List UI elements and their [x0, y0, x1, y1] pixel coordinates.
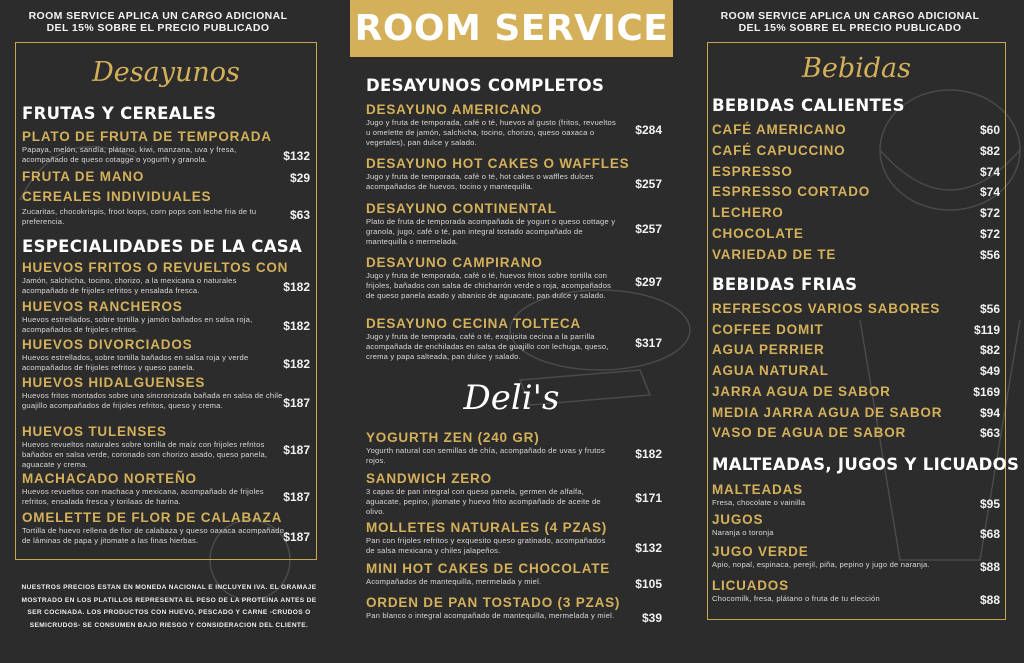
drink-name: JARRA AGUA DE SABOR	[712, 383, 891, 399]
delis-title: Deli's	[463, 378, 560, 418]
drink-price: $74	[979, 185, 1000, 200]
item-price: $105	[635, 577, 662, 591]
item-price: $132	[635, 541, 662, 555]
menu-item: SANDWICH ZERO 3 capas de pan integral con queso panela, germen de alfalfa, aguacate, pepino, jitomate y huevo frito acompañado de aceite de olivo.	[366, 471, 601, 517]
menu-item: DESAYUNO AMERICANO Jugo y fruta de temporada, café o té, huevos al gusto (fritos, revueltos u omelette de jamón, salchicha, tocino, chorizo, queso oaxaca o vegetales), pan dulce y salado.	[366, 102, 616, 148]
drink-name: CAFÉ AMERICANO	[712, 122, 847, 137]
drink-price: $56	[979, 302, 1000, 316]
frutas-heading: FRUTAS Y CEREALES	[22, 104, 217, 123]
menu-item: FRUTA DE MANO	[22, 169, 145, 184]
item-price: $257	[635, 222, 662, 236]
drink-price: $49	[979, 364, 1000, 379]
calientes-heading: BEBIDAS CALIENTES	[712, 96, 905, 115]
drink-name: MEDIA JARRA AGUA DE SABOR	[712, 404, 943, 420]
completos-heading: DESAYUNOS COMPLETOS	[366, 76, 605, 95]
drink-name: COFFEE DOMIT	[712, 321, 824, 337]
drink-price: $74	[979, 164, 1000, 179]
service-charge-notice-left: ROOM SERVICE APLICA UN CARGO ADICIONAL DEL 15% SOBRE EL PRECIO PUBLICADO	[28, 10, 288, 34]
menu-item: DESAYUNO CAMPIRANO Jugo y fruta de temporada, café o té, huevos fritos sobre tortilla con frijoles, bañados con salsa de chicharrón verde o roja, acompañados de queso panela asado y abanico de aguacate, pan dulce y salado.	[366, 255, 612, 301]
item-price: $187	[283, 530, 310, 544]
drink-name: VASO DE AGUA DE SABOR	[712, 425, 907, 441]
drink-price: $72	[979, 227, 1000, 241]
item-price: $257	[635, 177, 662, 191]
menu-item: MINI HOT CAKES DE CHOCOLATE Acompañados de mantequilla, mermelada y miel.	[366, 561, 611, 586]
item-price: $317	[635, 336, 662, 350]
drink-item	[712, 405, 962, 421]
drink-name: AGUA NATURAL	[712, 363, 829, 379]
menu-item: LICUADOS Chocomilk, fresa, plátano o fruta de tu elección	[712, 578, 880, 603]
bebidas-title: Bebidas	[802, 53, 911, 84]
item-price: $187	[283, 396, 310, 410]
item-price: $68	[979, 527, 1000, 541]
menu-item: DESAYUNO HOT CAKES O WAFFLES Jugo y fruta de temporada, café o té, hot cakes o waffles dulces acompañados de huevos, tocino y mantequilla.	[366, 156, 630, 192]
drink-price: $72	[979, 206, 1000, 221]
drink-name: REFRESCOS VARIOS SABORES	[712, 301, 941, 316]
desayunos-title: Desayunos	[92, 57, 240, 88]
drink-item	[712, 425, 962, 441]
menu-item: ORDEN DE PAN TOSTADO (3 PZAS) Pan blanco o integral acompañado de mantequilla, mermelada y miel.	[366, 595, 621, 620]
menu-item: CEREALES INDIVIDUALES Zucaritas, chocokrispis, froot loops, corn pops con leche fria de tu preferencia.	[22, 189, 257, 227]
legal-footnote: NUESTROS PRECIOS ESTAN EN MONEDA NACIONAL E INCLUYEN IVA. EL GRAMAJE MOSTRADO EN LOS PLATILLOS REPRESENTA EL PESO DE LA PROTEINA ANTES DE SER COCINADA. LOS PRODUCTOS CON HUEVO, PESCADO Y CARNE -CRUDOS O SEMICRUDOS- SE CONSUMEN BAJO RIESGO Y CONSIDERACION DEL CLIENTE.	[21, 584, 317, 629]
menu-item: HUEVOS HIDALGUENSES Huevos fritos montados sobre una sincronizada bañada en salsa de chile guajillo acompañados de frijoles refritos, queso y crema.	[22, 375, 283, 411]
menu-item: HUEVOS DIVORCIADOS Huevos estrellados, sobre tortilla bañados en salsa roja y verde acompañados de frijoles refritos y queso panela.	[22, 337, 249, 373]
item-price: $182	[283, 357, 310, 371]
drink-price: $169	[973, 384, 1000, 399]
menu-item: DESAYUNO CECINA TOLTECA Jugo y fruta de temprada, café o té, exquisita cecina a la parrilla acompañada de enchiladas en salsa de guajillo con lechuga, queso, crema y papa salteada, pan dulce y salado.	[366, 316, 609, 362]
drink-item	[712, 247, 962, 263]
drink-item	[712, 205, 962, 221]
drink-name: AGUA PERRIER	[712, 342, 825, 358]
item-price: $187	[283, 490, 310, 504]
drink-price: $119	[973, 322, 1000, 337]
drink-item	[712, 143, 962, 159]
drink-item	[712, 363, 962, 379]
drink-item	[712, 226, 962, 242]
menu-item: MACHACADO NORTEÑO Huevos revueltos con machaca y mexicana, acompañado de frijoles refritos, ensalada fresca y torilaas de harina.	[22, 471, 264, 507]
drink-item	[712, 301, 962, 317]
menu-item: HUEVOS FRITOS O REVUELTOS CON Jamón, salchicha, tocino, chorizo, a la mexicana o naturales acompañado de frijoles refritos y ensalada fresca.	[22, 260, 289, 296]
drink-item	[712, 122, 962, 138]
drink-name: VARIEDAD DE TE	[712, 246, 837, 262]
item-price: $182	[283, 280, 310, 294]
drink-item	[712, 184, 962, 200]
drink-item	[712, 164, 962, 180]
service-charge-notice-right: ROOM SERVICE APLICA UN CARGO ADICIONAL DEL 15% SOBRE EL PRECIO PUBLICADO	[720, 10, 980, 34]
page-title: ROOM SERVICE	[354, 8, 669, 49]
especialidades-heading: ESPECIALIDADES DE LA CASA	[22, 237, 303, 256]
frias-heading: BEBIDAS FRIAS	[712, 275, 858, 294]
malteadas-heading: MALTEADAS, JUGOS Y LICUADOS	[712, 455, 1020, 474]
drink-price: $82	[979, 343, 1000, 358]
drink-name: ESPRESSO CORTADO	[712, 184, 871, 200]
item-price: $39	[641, 611, 662, 625]
menu-item: MOLLETES NATURALES (4 PZAS) Pan con frijoles refritos y exquesito queso gratinado, acompañados de salsa mexicana y chiles jalapeños.	[366, 520, 608, 556]
item-price: $171	[635, 491, 662, 505]
page-title-banner	[350, 0, 673, 57]
item-price: $88	[979, 593, 1000, 607]
item-price: $88	[979, 560, 1000, 574]
menu-item: HUEVOS RANCHEROS Huevos estrellados, sobre tortilla y jamón bañados en salsa roja, acompañados de frijoles refritos.	[22, 299, 253, 335]
item-price: $182	[283, 319, 310, 333]
drink-item	[712, 342, 962, 358]
drink-price: $63	[979, 426, 1000, 441]
item-price: $132	[283, 149, 310, 163]
drink-price: $94	[979, 405, 1000, 420]
drink-name: LECHERO	[712, 205, 784, 221]
menu-item: OMELETTE DE FLOR DE CALABAZA Tortilla de huevo rellena de flor de calabaza y queso oaxaca acompañado de láminas de papa y jitomate a las finas hierbas.	[22, 510, 285, 546]
drink-item	[712, 384, 962, 400]
drink-price: $82	[979, 143, 1000, 158]
menu-item: HUEVOS TULENSES Huevos revueltos naturales sobre tortilla de maíz con frijoles refritos bañados en salsa verde, coronado con chorizo asado, queso panela, aguacate y crema.	[22, 424, 268, 470]
item-price: $182	[635, 447, 662, 461]
drink-price: $56	[979, 247, 1000, 262]
item-price: $187	[283, 443, 310, 457]
item-price: $297	[635, 275, 662, 289]
drink-name: CHOCOLATE	[712, 226, 804, 241]
drink-name: CAFÉ CAPUCCINO	[712, 142, 846, 158]
menu-item: PLATO DE FRUTA DE TEMPORADA Papaya, melón, sandía, plátano, kiwi, manzana, uva y fresa, acompañado de queso cotagge o yogurth y granola.	[22, 129, 272, 165]
item-price: $63	[289, 208, 310, 222]
item-price: $95	[979, 497, 1000, 511]
item-price: $29	[289, 171, 310, 185]
drink-item	[712, 322, 962, 338]
menu-item: JUGO VERDE Apio, nopal, espinaca, perejil, piña, pepino y jugo de naranja.	[712, 544, 930, 569]
item-price: $284	[635, 123, 662, 137]
drink-name: ESPRESSO	[712, 163, 793, 179]
drink-price: $60	[979, 123, 1000, 137]
menu-item: MALTEADAS Fresa, chocolate o vainilla	[712, 482, 806, 507]
menu-item: DESAYUNO CONTINENTAL Plato de fruta de temporada acompañada de yogurt o queso cottage y granola, jugo, café o té, pan integral tostado acompañado de mantequilla o mermelada.	[366, 201, 616, 247]
menu-item: YOGURTH ZEN (240 GR) Yogurth natural con semillas de chía, acompañado de uvas y frutos rojos.	[366, 430, 605, 466]
menu-item: JUGOS Naranja o toronja	[712, 512, 774, 537]
